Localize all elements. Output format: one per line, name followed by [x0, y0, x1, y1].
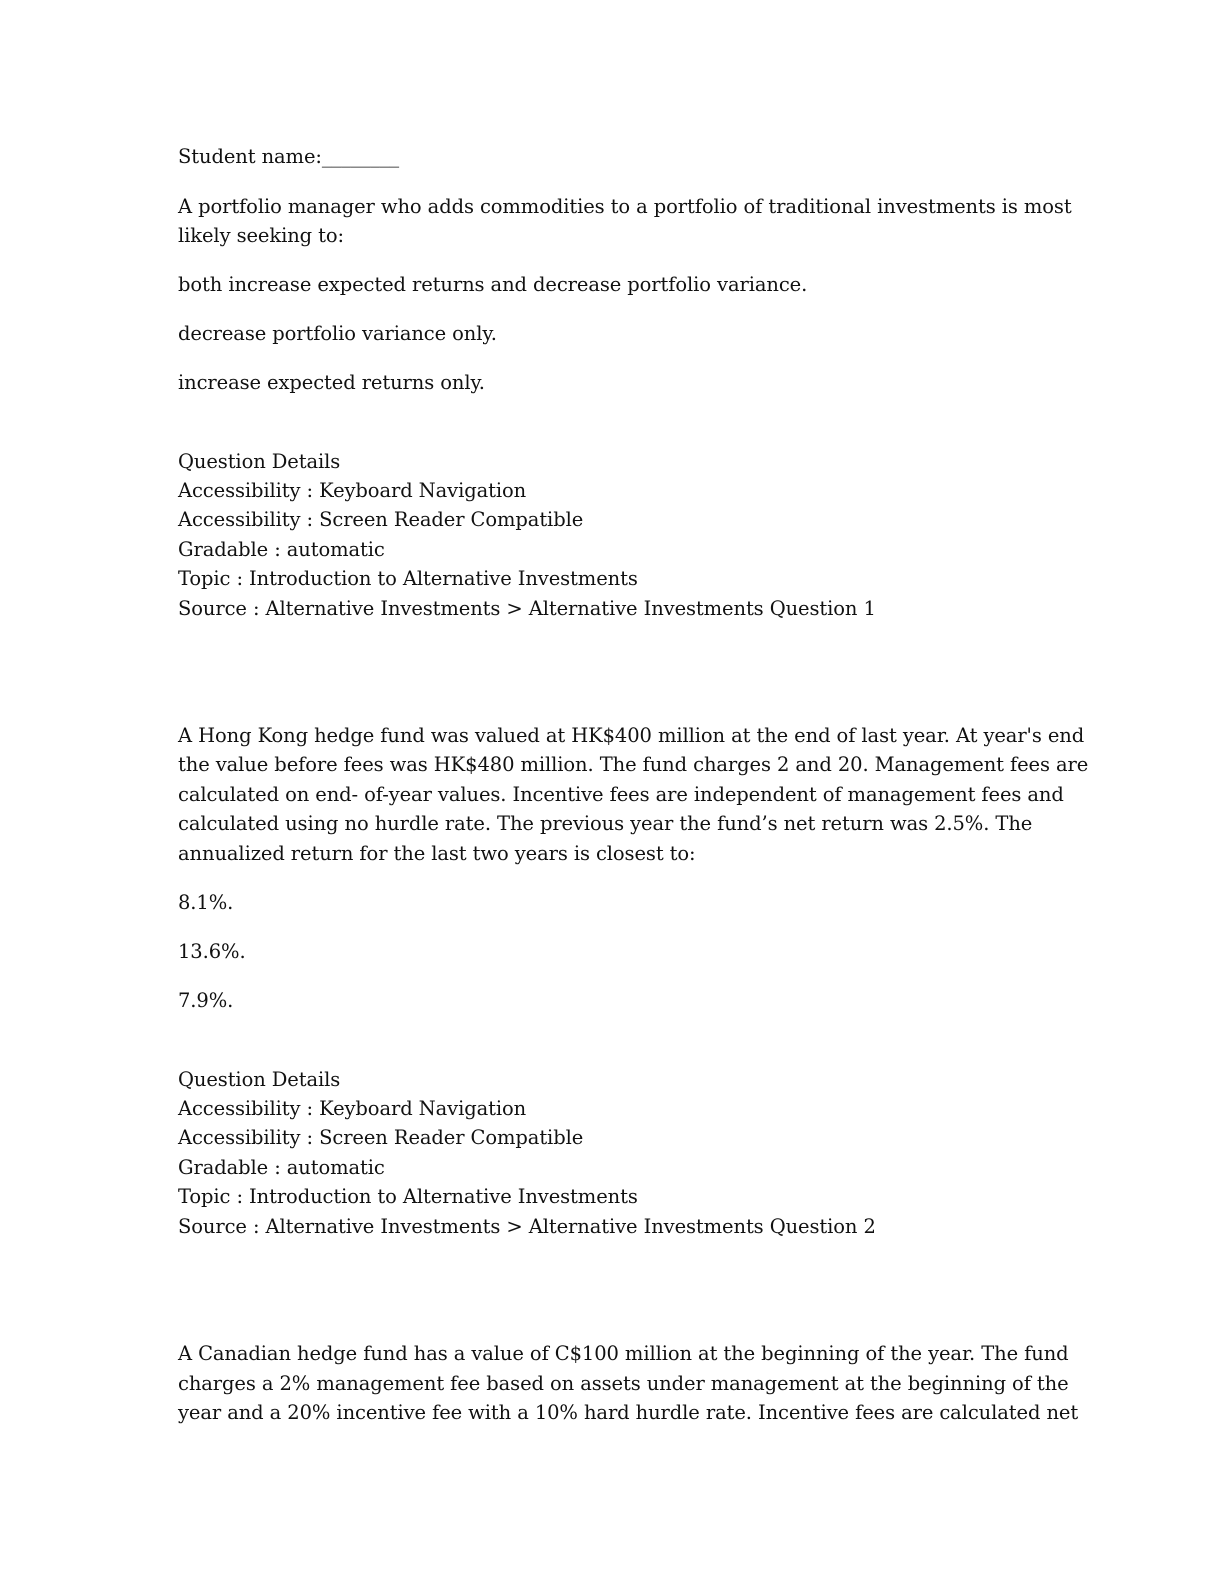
question-stem-line: likely seeking to: — [178, 224, 345, 247]
question-detail-item: Topic : Introduction to Alternative Investments — [178, 1185, 638, 1208]
question-stem-line: A Canadian hedge fund has a value of C$100 million at the beginning of the year. The fund — [178, 1342, 1069, 1365]
question-detail-item: Topic : Introduction to Alternative Investments — [178, 567, 638, 590]
question-detail-item: Gradable : automatic — [178, 1156, 385, 1179]
question-stem-line: annualized return for the last two years is closest to: — [178, 842, 696, 865]
answer-option: 8.1%. — [178, 891, 234, 914]
question-stem-line: A Hong Kong hedge fund was valued at HK$400 million at the end of last year. At year's end — [178, 724, 1085, 747]
question-detail-item: Source : Alternative Investments > Alternative Investments Question 1 — [178, 597, 876, 620]
question-detail-item: Gradable : automatic — [178, 538, 385, 561]
answer-option: increase expected returns only. — [178, 371, 485, 394]
question-detail-item: Accessibility : Screen Reader Compatible — [178, 1126, 584, 1149]
question-stem-line: calculated using no hurdle rate. The previous year the fund’s net return was 2.5%. The — [178, 812, 1033, 835]
student-name-label: Student name:________ — [178, 145, 400, 168]
question-stem-line: A portfolio manager who adds commodities to a portfolio of traditional investments is most — [178, 195, 1072, 218]
question-detail-item: Source : Alternative Investments > Alternative Investments Question 2 — [178, 1215, 876, 1238]
question-stem-line: calculated on end- of-year values. Incentive fees are independent of management fees and — [178, 783, 1064, 806]
answer-option: both increase expected returns and decrease portfolio variance. — [178, 273, 808, 296]
question-stem-line: year and a 20% incentive fee with a 10% hard hurdle rate. Incentive fees are calculated net — [178, 1401, 1079, 1424]
question-details-heading: Question Details — [178, 450, 341, 473]
question-detail-item: Accessibility : Keyboard Navigation — [178, 1097, 527, 1120]
question-stem-line: the value before fees was HK$480 million. The fund charges 2 and 20. Management fees are — [178, 753, 1089, 776]
answer-option: 13.6%. — [178, 940, 246, 963]
question-detail-item: Accessibility : Screen Reader Compatible — [178, 508, 584, 531]
answer-option: 7.9%. — [178, 989, 234, 1012]
question-detail-item: Accessibility : Keyboard Navigation — [178, 479, 527, 502]
question-details-heading: Question Details — [178, 1068, 341, 1091]
question-stem-line: charges a 2% management fee based on assets under management at the beginning of the — [178, 1372, 1069, 1395]
answer-option: decrease portfolio variance only. — [178, 322, 497, 345]
